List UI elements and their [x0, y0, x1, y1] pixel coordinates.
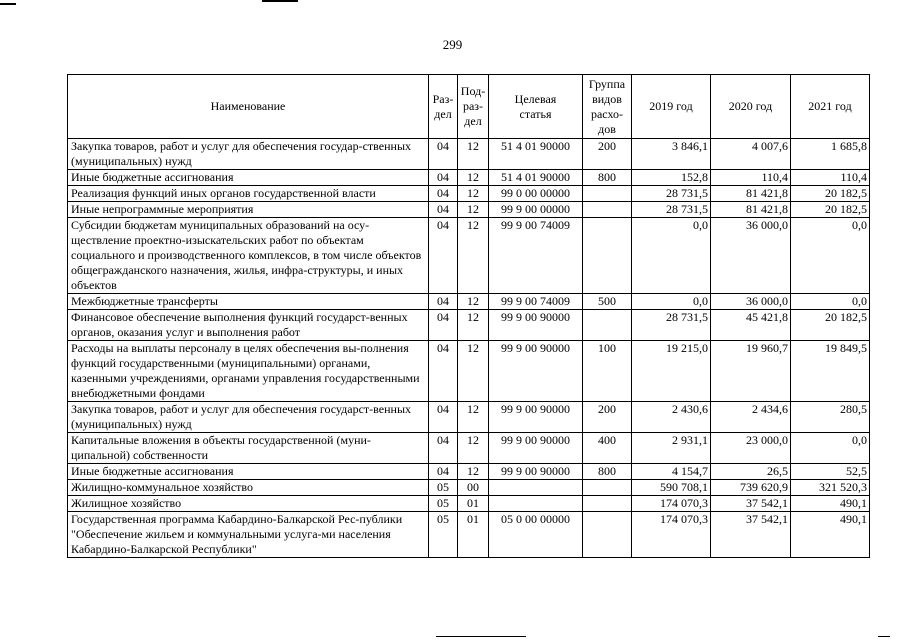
row-group	[583, 218, 632, 294]
row-2021: 20 182,5	[791, 202, 870, 218]
row-name: Жилищное хозяйство	[68, 496, 429, 512]
table-row	[68, 218, 870, 294]
row-group	[583, 186, 632, 202]
row-razdel: 04	[429, 186, 458, 202]
header-razdel: Раз- дел	[429, 75, 458, 139]
table-row	[68, 310, 870, 341]
row-group: 500	[583, 294, 632, 310]
row-2019: 28 731,5	[632, 186, 711, 202]
row-group: 200	[583, 139, 632, 170]
row-name: Расходы на выплаты персоналу в целях обеспечения вы-полнения функций государственными (муниципальными) органами, казенными учреждениями, органами управления государственными внебюджетными фондами	[68, 341, 429, 402]
row-target: 05 0 00 00000	[489, 512, 583, 558]
row-razdel: 05	[429, 496, 458, 512]
row-razdel: 04	[429, 433, 458, 464]
row-podrazdel: 12	[458, 218, 489, 294]
row-razdel: 04	[429, 310, 458, 341]
row-target: 99 9 00 90000	[489, 310, 583, 341]
row-target: 99 9 00 74009	[489, 294, 583, 310]
row-podrazdel: 12	[458, 202, 489, 218]
row-razdel: 04	[429, 464, 458, 480]
row-podrazdel: 12	[458, 186, 489, 202]
table-row	[68, 341, 870, 402]
row-target: 99 9 00 90000	[489, 341, 583, 402]
table-row	[68, 139, 870, 170]
row-2020: 37 542,1	[711, 512, 791, 558]
row-group: 400	[583, 433, 632, 464]
row-2021: 0,0	[791, 218, 870, 294]
header-target: Целевая статья	[489, 75, 583, 139]
row-target: 99 9 00 90000	[489, 464, 583, 480]
row-2019: 174 070,3	[632, 512, 711, 558]
row-group: 200	[583, 402, 632, 433]
row-razdel: 04	[429, 139, 458, 170]
row-name: Капитальные вложения в объекты государственной (муни-ципальной) собственности	[68, 433, 429, 464]
row-podrazdel: 12	[458, 433, 489, 464]
row-target: 99 0 00 00000	[489, 186, 583, 202]
row-podrazdel: 01	[458, 512, 489, 558]
row-2020: 110,4	[711, 170, 791, 186]
row-name: Иные непрограммные мероприятия	[68, 202, 429, 218]
row-2021: 280,5	[791, 402, 870, 433]
header-2021: 2021 год	[791, 75, 870, 139]
bottom-scan-line-right	[878, 636, 890, 637]
table-header	[68, 75, 870, 139]
row-target: 99 9 00 00000	[489, 202, 583, 218]
row-podrazdel: 01	[458, 496, 489, 512]
row-target: 51 4 01 90000	[489, 139, 583, 170]
row-2019: 2 931,1	[632, 433, 711, 464]
row-podrazdel: 12	[458, 170, 489, 186]
row-name: Жилищно-коммунальное хозяйство	[68, 480, 429, 496]
table-row	[68, 402, 870, 433]
header-2019: 2019 год	[632, 75, 711, 139]
row-2020: 4 007,6	[711, 139, 791, 170]
row-podrazdel: 12	[458, 310, 489, 341]
row-podrazdel: 00	[458, 480, 489, 496]
table-row	[68, 512, 870, 558]
row-2019: 152,8	[632, 170, 711, 186]
row-2021: 0,0	[791, 433, 870, 464]
table-row	[68, 294, 870, 310]
header-2020: 2020 год	[711, 75, 791, 139]
row-2020: 45 421,8	[711, 310, 791, 341]
row-2021: 0,0	[791, 294, 870, 310]
row-name: Субсидии бюджетам муниципальных образований на осу-ществление проектно-изыскательских работ по объектам социального и производственного комплексов, в том числе объектов общегражданского назначения, жилья, инфра-структуры, и иных объектов	[68, 218, 429, 294]
row-razdel: 04	[429, 402, 458, 433]
row-2021: 321 520,3	[791, 480, 870, 496]
table-row	[68, 464, 870, 480]
row-group	[583, 310, 632, 341]
row-2021: 52,5	[791, 464, 870, 480]
row-2020: 26,5	[711, 464, 791, 480]
row-2020: 81 421,8	[711, 186, 791, 202]
row-2021: 19 849,5	[791, 341, 870, 402]
row-target: 99 9 00 74009	[489, 218, 583, 294]
row-2020: 81 421,8	[711, 202, 791, 218]
row-2020: 23 000,0	[711, 433, 791, 464]
row-group	[583, 496, 632, 512]
row-razdel: 04	[429, 341, 458, 402]
row-target	[489, 480, 583, 496]
row-name: Иные бюджетные ассигнования	[68, 464, 429, 480]
row-2019: 0,0	[632, 294, 711, 310]
top-left-edge-mark	[0, 3, 16, 5]
row-razdel: 04	[429, 294, 458, 310]
row-2019: 0,0	[632, 218, 711, 294]
row-podrazdel: 12	[458, 464, 489, 480]
row-podrazdel: 12	[458, 402, 489, 433]
row-2019: 2 430,6	[632, 402, 711, 433]
row-2020: 36 000,0	[711, 294, 791, 310]
row-razdel: 04	[429, 202, 458, 218]
row-2021: 110,4	[791, 170, 870, 186]
row-podrazdel: 12	[458, 341, 489, 402]
row-name: Реализация функций иных органов государственной власти	[68, 186, 429, 202]
row-razdel: 04	[429, 218, 458, 294]
row-2021: 1 685,8	[791, 139, 870, 170]
row-2021: 20 182,5	[791, 310, 870, 341]
row-2021: 490,1	[791, 512, 870, 558]
table-row	[68, 202, 870, 218]
bottom-scan-line	[436, 636, 526, 637]
row-group: 800	[583, 170, 632, 186]
row-2019: 4 154,7	[632, 464, 711, 480]
row-podrazdel: 12	[458, 139, 489, 170]
row-name: Государственная программа Кабардино-Балкарской Рес-публики "Обеспечение жильем и коммунальными услуга-ми населения Кабардино-Балкарской Республики"	[68, 512, 429, 558]
row-group	[583, 202, 632, 218]
row-2019: 28 731,5	[632, 310, 711, 341]
row-2019: 174 070,3	[632, 496, 711, 512]
row-target: 99 9 00 90000	[489, 402, 583, 433]
row-2020: 739 620,9	[711, 480, 791, 496]
row-2019: 19 215,0	[632, 341, 711, 402]
row-razdel: 05	[429, 512, 458, 558]
row-target: 99 9 00 90000	[489, 433, 583, 464]
row-name: Закупка товаров, работ и услуг для обеспечения государст-венных (муниципальных) нужд	[68, 402, 429, 433]
table-row	[68, 170, 870, 186]
row-group	[583, 480, 632, 496]
row-name: Закупка товаров, работ и услуг для обеспечения государ-ственных (муниципальных) нужд	[68, 139, 429, 170]
table-row	[68, 480, 870, 496]
row-podrazdel: 12	[458, 294, 489, 310]
row-target: 51 4 01 90000	[489, 170, 583, 186]
row-2019: 590 708,1	[632, 480, 711, 496]
table-row	[68, 433, 870, 464]
header-podrazdel: Под- раз- дел	[458, 75, 489, 139]
table-row	[68, 186, 870, 202]
header-group: Группа видов расхо- дов	[583, 75, 632, 139]
table-body	[68, 139, 870, 558]
row-name: Межбюджетные трансферты	[68, 294, 429, 310]
row-2019: 3 846,1	[632, 139, 711, 170]
budget-table	[67, 74, 870, 558]
header-name: Наименование	[68, 75, 429, 139]
table-row	[68, 496, 870, 512]
row-name: Финансовое обеспечение выполнения функций государст-венных органов, оказания услуг и выполнения работ	[68, 310, 429, 341]
row-2020: 2 434,6	[711, 402, 791, 433]
row-group: 100	[583, 341, 632, 402]
row-group	[583, 512, 632, 558]
row-2021: 490,1	[791, 496, 870, 512]
row-2021: 20 182,5	[791, 186, 870, 202]
row-2020: 37 542,1	[711, 496, 791, 512]
row-razdel: 05	[429, 480, 458, 496]
row-name: Иные бюджетные ассигнования	[68, 170, 429, 186]
row-2019: 28 731,5	[632, 202, 711, 218]
page-number: 299	[442, 37, 463, 52]
row-target	[489, 496, 583, 512]
row-razdel: 04	[429, 170, 458, 186]
row-group: 800	[583, 464, 632, 480]
top-center-edge-mark	[262, 0, 298, 2]
row-2020: 36 000,0	[711, 218, 791, 294]
row-2020: 19 960,7	[711, 341, 791, 402]
